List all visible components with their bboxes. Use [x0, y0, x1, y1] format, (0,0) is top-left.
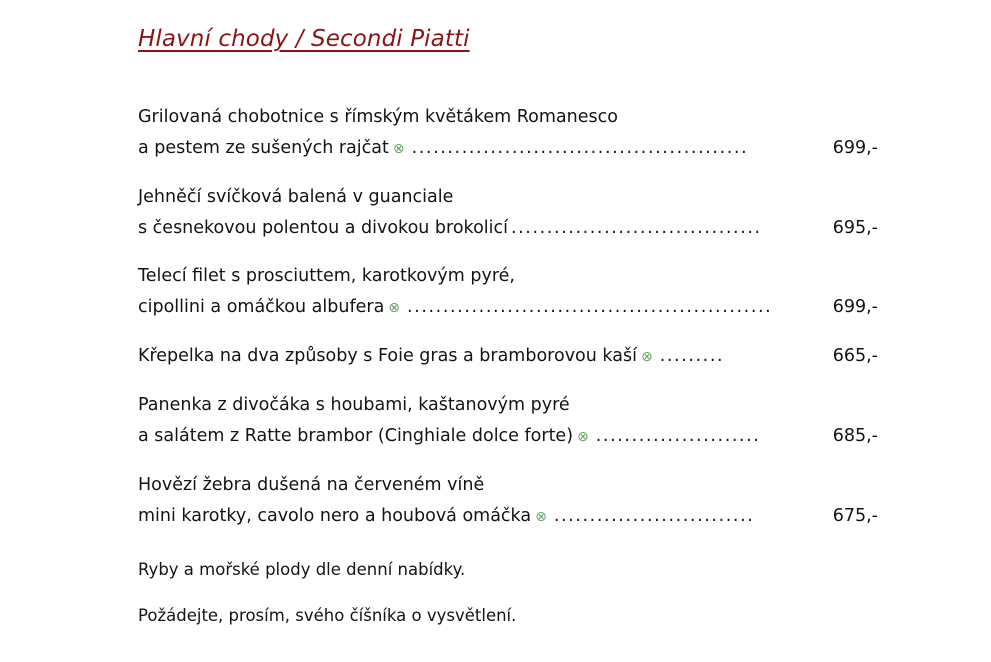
menu-item-name-line1: Telecí filet s prosciuttem, karotkovým pyré, [138, 266, 515, 286]
menu-item-name-line2: cipollini a omáčkou albufera [138, 297, 385, 317]
menu-item-price-line [138, 133, 878, 165]
allergen-icon: ⊗ [388, 300, 401, 316]
menu-item-price: 665,- [832, 346, 878, 366]
page-title: Hlavní chody / Secondi Piatti [138, 26, 470, 52]
dot-leader: ................................... [510, 218, 762, 238]
menu-item-name-line1: Panenka z divočáka s houbami, kaštanovým pyré [138, 395, 570, 415]
menu-item [138, 341, 898, 373]
menu-item [138, 470, 898, 533]
menu-item-price-line [138, 292, 878, 324]
menu-item-name-line2: Křepelka na dva způsoby s Foie gras a bramborovou kaší [138, 346, 637, 366]
dot-leader: ....................... [595, 426, 761, 446]
dot-leader: ................................................... [407, 297, 773, 317]
footnote-list [138, 556, 898, 648]
menu-item-price: 685,- [832, 426, 878, 446]
menu-item-price-line [138, 213, 878, 244]
dot-leader: ......... [659, 346, 725, 366]
menu-item-name-line2: a pestem ze sušených rajčat [138, 138, 389, 158]
menu-item-price: 695,- [832, 218, 878, 238]
menu-item [138, 102, 898, 165]
dot-leader: ............................................... [411, 138, 749, 158]
footnote: Požádejte, prosím, svého číšníka o vysvětlení. [138, 606, 517, 625]
menu-item-price-line [138, 421, 878, 453]
allergen-icon: ⊗ [640, 349, 653, 365]
dot-leader: ............................ [553, 506, 755, 526]
menu-item-name-line1: Grilovaná chobotnice s římským květákem Romanesco [138, 107, 618, 127]
menu-item-name-line2: mini karotky, cavolo nero a houbová omáčka [138, 506, 532, 526]
menu-item-price: 699,- [832, 138, 878, 158]
menu-item-price: 699,- [832, 297, 878, 317]
menu-item [138, 390, 898, 453]
menu-item [138, 182, 898, 244]
allergen-icon: ⊗ [577, 429, 589, 445]
menu-item-name-line2: a salátem z Ratte brambor (Cinghiale dolce forte) [138, 426, 574, 446]
menu-item-price-line [138, 341, 878, 373]
menu-item-price-line [138, 501, 878, 533]
menu-item-list [138, 102, 898, 550]
allergen-icon: ⊗ [392, 141, 405, 157]
menu-item [138, 261, 898, 324]
menu-item-name-line1: Hovězí žebra dušená na červeném víně [138, 475, 485, 495]
menu-item-name-line1: Jehněčí svíčková balená v guanciale [138, 187, 454, 207]
footnote: Ryby a mořské plody dle denní nabídky. [138, 560, 466, 579]
menu-item-name-line2: s česnekovou polentou a divokou brokolicí [138, 218, 508, 238]
allergen-icon: ⊗ [535, 509, 547, 525]
menu-item-price: 675,- [832, 506, 878, 526]
